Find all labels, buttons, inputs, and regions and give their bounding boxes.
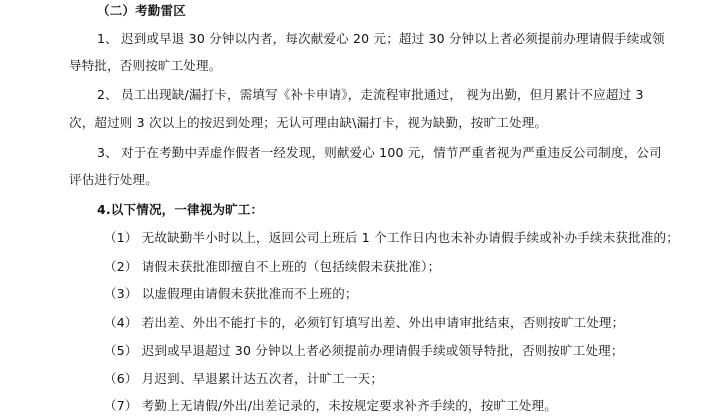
rule-2-text-line2: 次，超过则 3 次以上的按迟到处理；无认可理由缺\漏打卡，视为缺勤，按旷工处理。 (69, 115, 548, 130)
rule-3-text-line2: 评估进行处理。 (69, 172, 158, 187)
absence-item-4: （4） 若出差、外出不能打卡的，必须钉钉填写出差、外出申请审批结束，否则按旷工处理； (104, 315, 625, 330)
section-title: （二）考勤雷区 (97, 3, 186, 18)
absence-item-2: （2） 请假未获批准即擅自不上班的（包括续假未获批准）； (104, 259, 441, 274)
absence-item-6: （6） 月迟到、早退累计达五次者，计旷工一天； (104, 371, 384, 386)
rule-3-text-line1: 对于在考勤中弄虚作假者一经发现，则献爱心 100 元，情节严重者视为严重违反公司制度，公司 (121, 145, 662, 160)
absence-heading: 4.以下情况，一律视为旷工： (97, 202, 264, 217)
rule-1-text-line1: 迟到或早退 30 分钟以内者，每次献爱心 20 元；超过 30 分钟以上者必须提前办理请假手续或领 (121, 31, 665, 46)
absence-item-7: （7） 考勤上无请假/外出/出差记录的，未按规定要求补齐手续的，按旷工处理。 (104, 398, 557, 413)
rule-1-text-line2: 导特批，否则按旷工处理。 (69, 58, 222, 73)
absence-item-5: （5） 迟到或早退超过 30 分钟以上者必须提前办理请假手续或领导特批，否则按旷工处理； (104, 343, 624, 358)
absence-item-3: （3） 以虚假理由请假未获批准而不上班的； (104, 286, 358, 301)
rule-3-number: 3、 (97, 145, 118, 160)
rule-2-number: 2、 (97, 87, 118, 102)
absence-item-1: （1） 无故缺勤半小时以上，返回公司上班后 1 个工作日内也未补办请假手续或补办手续未获批准的； (104, 230, 679, 245)
rule-1-number: 1、 (97, 31, 118, 46)
rule-2-text-line1: 员工出现缺/漏打卡，需填写《补卡申请》，走流程审批通过， 视为出勤，但月累计不应超过 3 (121, 87, 644, 102)
